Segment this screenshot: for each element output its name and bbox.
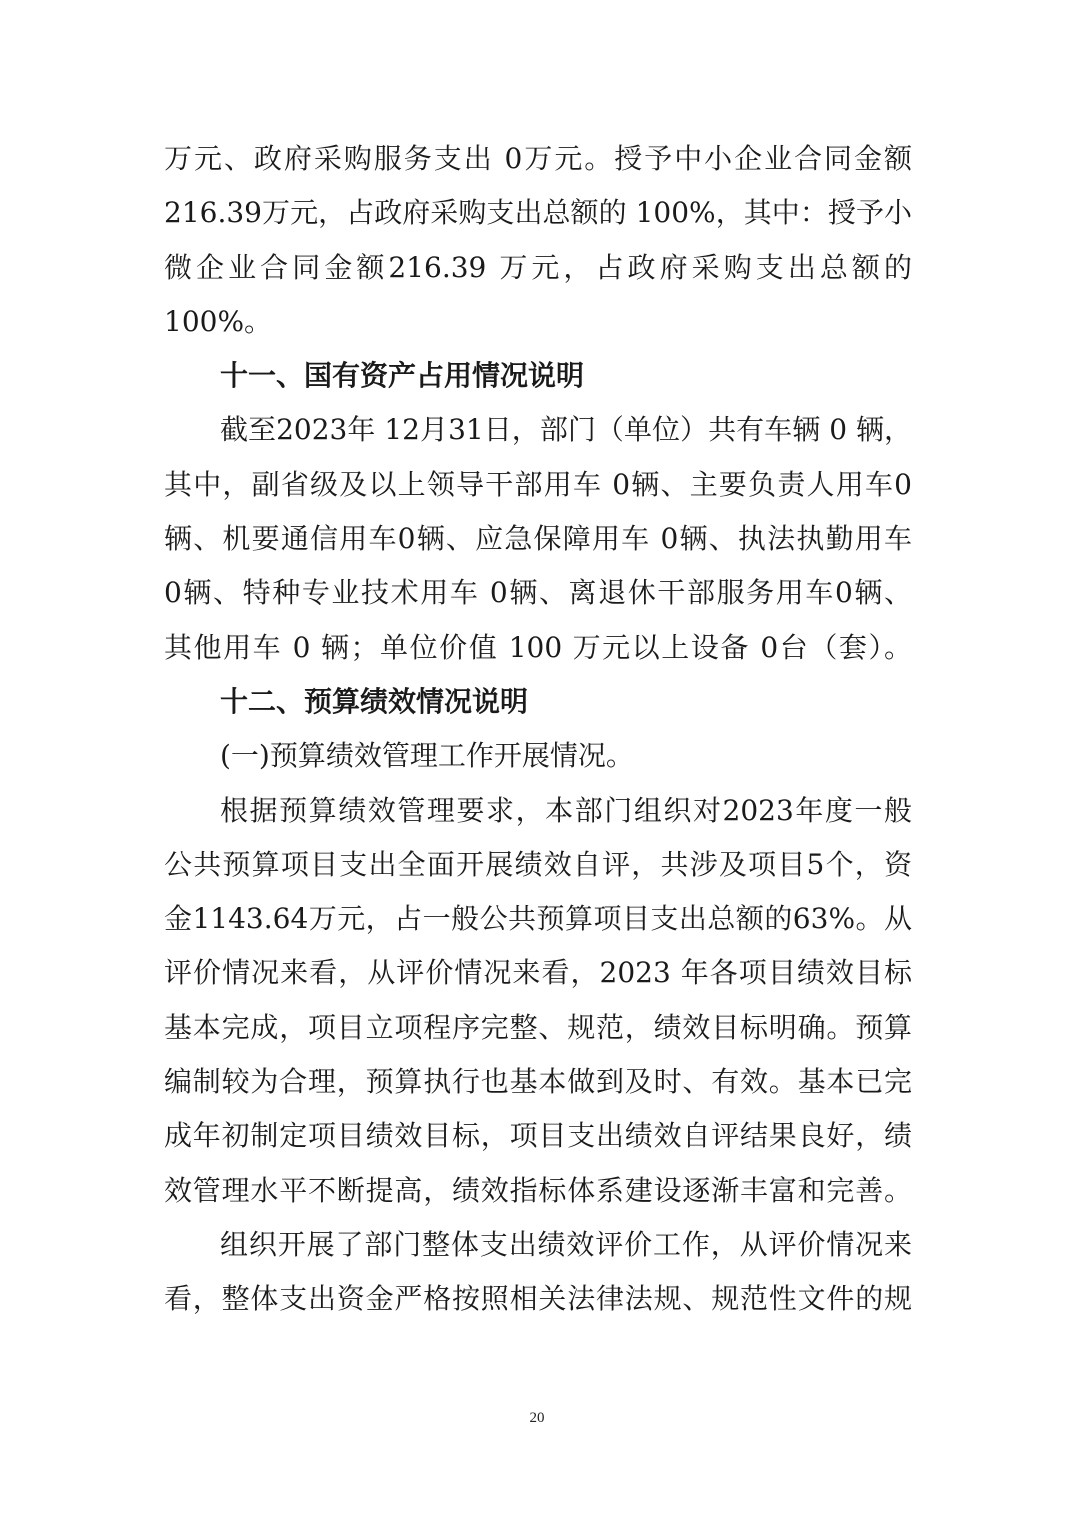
paragraph-line: 公共预算项目支出全面开展绩效自评，共涉及项目5个，资 xyxy=(164,847,912,881)
paragraph-line: 216.39万元，占政府采购支出总额的 100%，其中：授予小 xyxy=(164,196,912,230)
section-heading-11: 十一、国有资产占用情况说明 xyxy=(220,359,585,393)
paragraph-line: 基本完成，项目立项程序完整、规范，绩效目标明确。预算 xyxy=(164,1010,912,1044)
paragraph-line: 成年初制定项目绩效目标，项目支出绩效自评结果良好，绩 xyxy=(164,1119,912,1153)
paragraph-line: 微企业合同金额216.39 万元，占政府采购支出总额的 xyxy=(164,250,912,284)
paragraph-line: 编制较为合理，预算执行也基本做到及时、有效。基本已完 xyxy=(164,1065,912,1099)
paragraph-line: 截至2023年 12月31日，部门（单位）共有车辆 0 辆， xyxy=(220,413,912,447)
subsection-heading: (一)预算绩效管理工作开展情况。 xyxy=(220,739,634,773)
paragraph-line: 评价情况来看，从评价情况来看，2023 年各项目绩效目标 xyxy=(164,956,912,990)
paragraph-line: 100%。 xyxy=(164,304,273,338)
paragraph-line: 看，整体支出资金严格按照相关法律法规、规范性文件的规 xyxy=(164,1282,912,1316)
section-heading-12: 十二、预算绩效情况说明 xyxy=(220,684,529,718)
page-number: 20 xyxy=(529,1410,545,1426)
paragraph-line: 根据预算绩效管理要求，本部门组织对2023年度一般 xyxy=(220,793,912,827)
paragraph-line: 组织开展了部门整体支出绩效评价工作，从评价情况来 xyxy=(220,1227,912,1261)
document-body xyxy=(164,132,912,1327)
paragraph-line: 其中，副省级及以上领导干部用车 0辆、主要负责人用车0 xyxy=(164,467,912,501)
paragraph-line: 万元、政府采购服务支出 0万元。授予中小企业合同金额 xyxy=(164,142,912,175)
paragraph-line: 金1143.64万元，占一般公共预算项目支出总额的63%。从 xyxy=(164,902,912,936)
paragraph-line: 0辆、特种专业技术用车 0辆、离退休干部服务用车0辆、 xyxy=(164,576,912,610)
paragraph-line: 辆、机要通信用车0辆、应急保障用车 0辆、执法执勤用车 xyxy=(164,522,912,556)
paragraph-line: 效管理水平不断提高，绩效指标体系建设逐渐丰富和完善。 xyxy=(164,1173,912,1207)
paragraph-line: 其他用车 0 辆；单位价值 100 万元以上设备 0台（套）。 xyxy=(164,630,912,664)
